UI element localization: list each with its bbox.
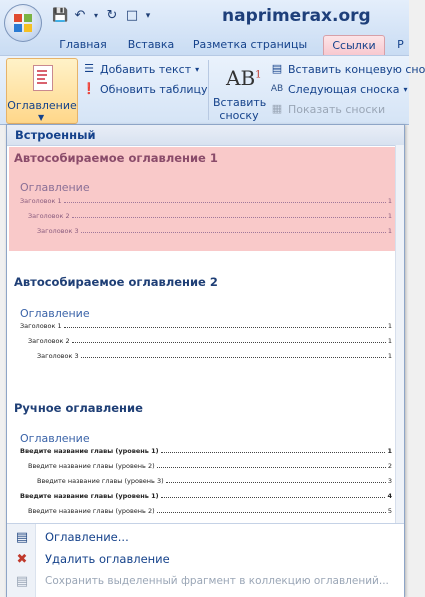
chevron-down-icon: ▾ xyxy=(403,84,408,94)
entry-title: Ручное оглавление xyxy=(14,401,143,415)
save-selection-menu-item[interactable] xyxy=(7,570,404,592)
next-footnote-button[interactable] xyxy=(270,82,408,96)
chevron-down-icon: ▾ xyxy=(195,64,200,74)
toc-preview-line: Заголовок 1 1 xyxy=(20,197,392,205)
undo-icon[interactable]: ↶ xyxy=(74,8,86,23)
gallery-item-auto-toc-1[interactable] xyxy=(9,147,395,251)
toc-preview-line: Заголовок 3 1 xyxy=(37,227,392,235)
endnote-icon: ▤ xyxy=(271,62,283,75)
ab-superscript: 1 xyxy=(255,69,262,81)
toc-button-label: Оглавление xyxy=(7,99,77,112)
toc-button[interactable] xyxy=(6,58,78,124)
tab-page-layout[interactable]: Разметка страницы xyxy=(192,38,308,51)
toc-gallery xyxy=(6,124,405,597)
toc-preview-line: Введите название главы (уровень 2) 5 xyxy=(28,507,392,515)
show-notes-label: Показать сноски xyxy=(288,102,386,116)
gallery-item-manual-toc[interactable] xyxy=(9,397,395,521)
gallery-scrollbar[interactable] xyxy=(395,145,404,535)
update-table-button[interactable] xyxy=(82,82,208,96)
next-footnote-label: Следующая сноска xyxy=(288,82,400,96)
site-watermark: naprimerax.org xyxy=(222,6,371,26)
update-icon: ❗ xyxy=(82,82,96,95)
tab-next[interactable]: Р xyxy=(397,38,404,51)
preview-heading: Оглавление xyxy=(20,181,90,194)
group-divider xyxy=(208,60,209,120)
insert-endnote-label: Вставить концевую сно xyxy=(288,62,425,76)
toc-preview-line: Введите название главы (уровень 1) 1 xyxy=(20,447,392,455)
tab-insert[interactable]: Вставка xyxy=(127,38,175,51)
toc-icon xyxy=(33,65,53,91)
quick-access-toolbar xyxy=(52,8,152,24)
new-document-icon[interactable]: □ xyxy=(125,8,139,23)
insert-footnote-icon xyxy=(226,66,262,90)
entry-title: Автособираемое оглавление 1 xyxy=(14,151,218,165)
toc-dialog-menu-item[interactable] xyxy=(7,526,404,548)
next-footnote-icon: AB xyxy=(270,84,284,94)
toc-preview-line: Введите название главы (уровень 3) 3 xyxy=(37,477,392,485)
toc-preview-line: Заголовок 2 1 xyxy=(28,337,392,345)
chevron-down-icon: ▼ xyxy=(38,113,45,122)
toc-preview-line: Заголовок 3 1 xyxy=(37,352,392,360)
remove-toc-icon: ✖ xyxy=(16,551,28,567)
group-gap xyxy=(266,60,267,120)
insert-endnote-button[interactable] xyxy=(270,62,425,76)
entry-title: Автособираемое оглавление 2 xyxy=(14,275,218,289)
add-text-label: Добавить текст xyxy=(100,62,192,76)
gallery-header xyxy=(7,125,404,146)
save-selection-label: Сохранить выделенный фрагмент в коллекцию оглавлений... xyxy=(45,575,389,587)
show-notes-button[interactable] xyxy=(270,102,385,116)
add-text-icon: ☰ xyxy=(84,62,94,75)
gallery-item-auto-toc-2[interactable] xyxy=(9,271,395,389)
toc-preview-line: Введите название главы (уровень 2) 2 xyxy=(28,462,392,470)
customize-icon[interactable]: ▾ xyxy=(145,11,151,21)
office-logo-icon xyxy=(14,14,32,32)
preview-heading: Оглавление xyxy=(20,307,90,320)
save-icon[interactable]: 💾 xyxy=(52,8,69,23)
toc-preview-line: Заголовок 1 1 xyxy=(20,322,392,330)
save-selection-icon: ▤ xyxy=(15,573,29,589)
tab-home[interactable]: Главная xyxy=(59,38,107,51)
redo-icon[interactable]: ↻ xyxy=(106,8,118,23)
preview-heading: Оглавление xyxy=(20,432,90,445)
update-table-label: Обновить таблицу xyxy=(100,82,208,96)
undo-dropdown-icon[interactable]: ▾ xyxy=(93,11,98,20)
gallery-menu xyxy=(7,523,404,597)
insert-footnote-button[interactable]: Вставить сноску xyxy=(213,96,267,122)
gallery-header-label: Встроенный xyxy=(15,128,96,142)
ab-text: AB xyxy=(226,66,256,90)
tab-references[interactable]: Ссылки xyxy=(323,35,385,56)
title-bar xyxy=(0,0,409,55)
remove-toc-menu-item[interactable] xyxy=(7,548,404,570)
ribbon-references xyxy=(0,55,425,125)
toc-dialog-label: Оглавление... xyxy=(45,530,129,544)
toc-dialog-icon: ▤ xyxy=(15,529,29,545)
show-notes-icon: ▦ xyxy=(271,102,283,115)
toc-preview-line: Введите название главы (уровень 1) 4 xyxy=(20,492,392,500)
remove-toc-label: Удалить оглавление xyxy=(45,552,170,566)
ribbon-tabs xyxy=(0,33,409,55)
toc-preview-line: Заголовок 2 1 xyxy=(28,212,392,220)
add-text-button[interactable] xyxy=(82,62,199,76)
